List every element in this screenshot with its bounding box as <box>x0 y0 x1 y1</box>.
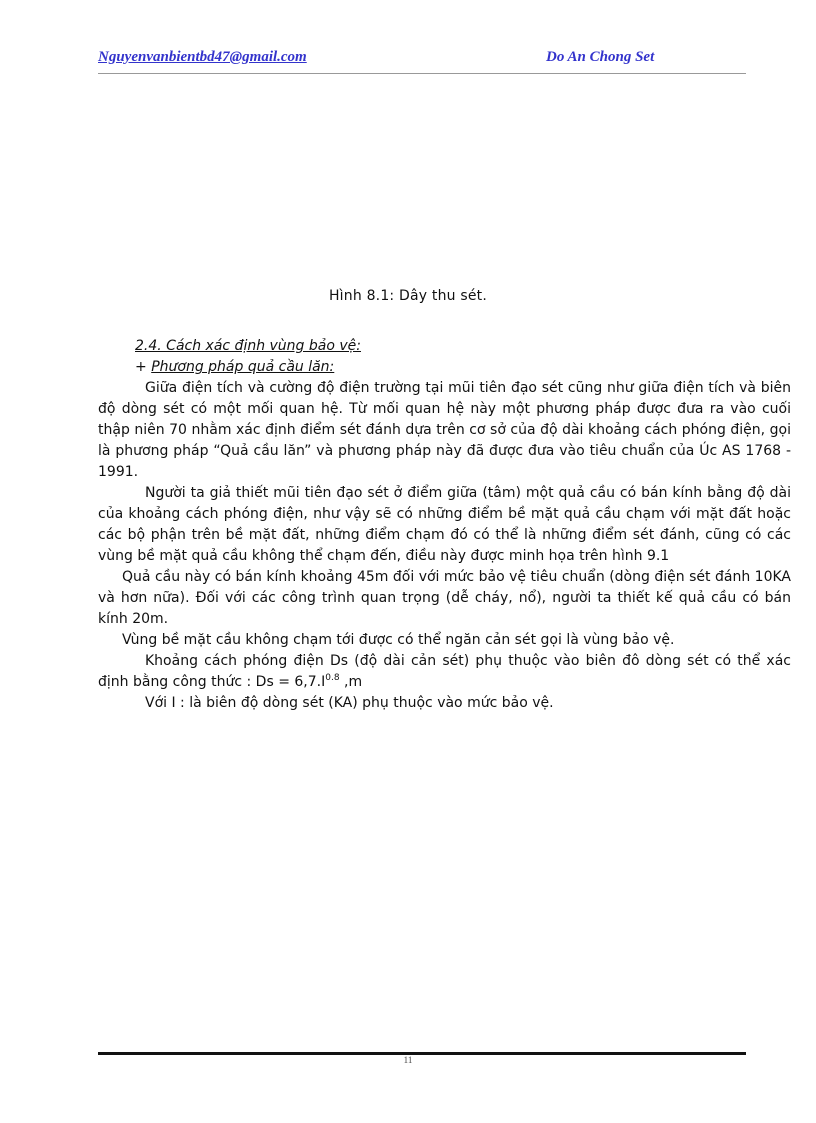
page-number: 11 <box>403 1055 413 1065</box>
body-text <box>98 336 791 714</box>
formula-text: Khoảng cách phóng điện Ds (độ dài cản sét) phụ thuộc vào biên đô dòng sét có thể xác định bằng công thức : Ds = 6,7.I <box>98 653 791 690</box>
method-bullet: + <box>135 359 152 375</box>
section-heading <box>98 336 791 357</box>
header-divider <box>98 73 746 74</box>
paragraph-6: Với I : là biên độ dòng sét (KA) phụ thuộc vào mức bảo vệ. <box>145 695 554 711</box>
document-title: Do An Chong Set <box>546 49 655 65</box>
method-heading-text: Phương pháp quả cầu lăn: <box>151 359 335 375</box>
paragraph-2: Người ta giả thiết mũi tiên đạo sét ở điểm giữa (tâm) một quả cầu có bán kính bằng độ dài của khoảng cách phóng điện, như vậy sẽ có những điểm bề mặt quả cầu chạm với mặt đất hoặc các bộ phận trên bề mặt đất, những điểm chạm đó có thể là những điểm sét đánh, cũng có các vùng bề mặt quả cầu không thể chạm đến, điều này được minh họa trên hình 9.1 <box>98 485 791 564</box>
page-header <box>98 47 746 69</box>
formula-unit: ,m <box>339 674 363 690</box>
paragraph-3: Quả cầu này có bán kính khoảng 45m đối với mức bảo vệ tiêu chuẩn (dòng điện sét đánh 10KA và hơn nữa). Đối với các công trình quan trọng (dễ cháy, nổ), người ta thiết kế quả cầu có bán kính 20m. <box>98 569 791 627</box>
method-heading <box>98 357 791 378</box>
author-email-link[interactable]: Nguyenvanbientbd47@gmail.com <box>98 49 307 65</box>
section-heading-text: 2.4. Cách xác định vùng bảo vệ: <box>135 338 361 354</box>
paragraph-4: Vùng bề mặt cầu không chạm tới được có thể ngăn cản sét gọi là vùng bảo vệ. <box>122 632 675 648</box>
formula-exponent: 0.8 <box>325 673 340 683</box>
paragraph-5 <box>98 651 791 693</box>
paragraph-1: Giữa điện tích và cường độ điện trường tại mũi tiên đạo sét cũng như giữa điện tích và biên độ dòng sét có một mối quan hệ. Từ mối quan hệ này một phương pháp được đưa ra vào cuối thập niên 70 nhằm xác định điểm sét đánh dựa trên cơ sở của độ dài khoảng cách phóng điện, gọi là phương pháp “Quả cầu lăn” và phương pháp này đã được đưa vào tiêu chuẩn của Úc AS 1768 - 1991. <box>98 380 791 480</box>
figure-caption: Hình 8.1: Dây thu sét. <box>328 288 488 304</box>
